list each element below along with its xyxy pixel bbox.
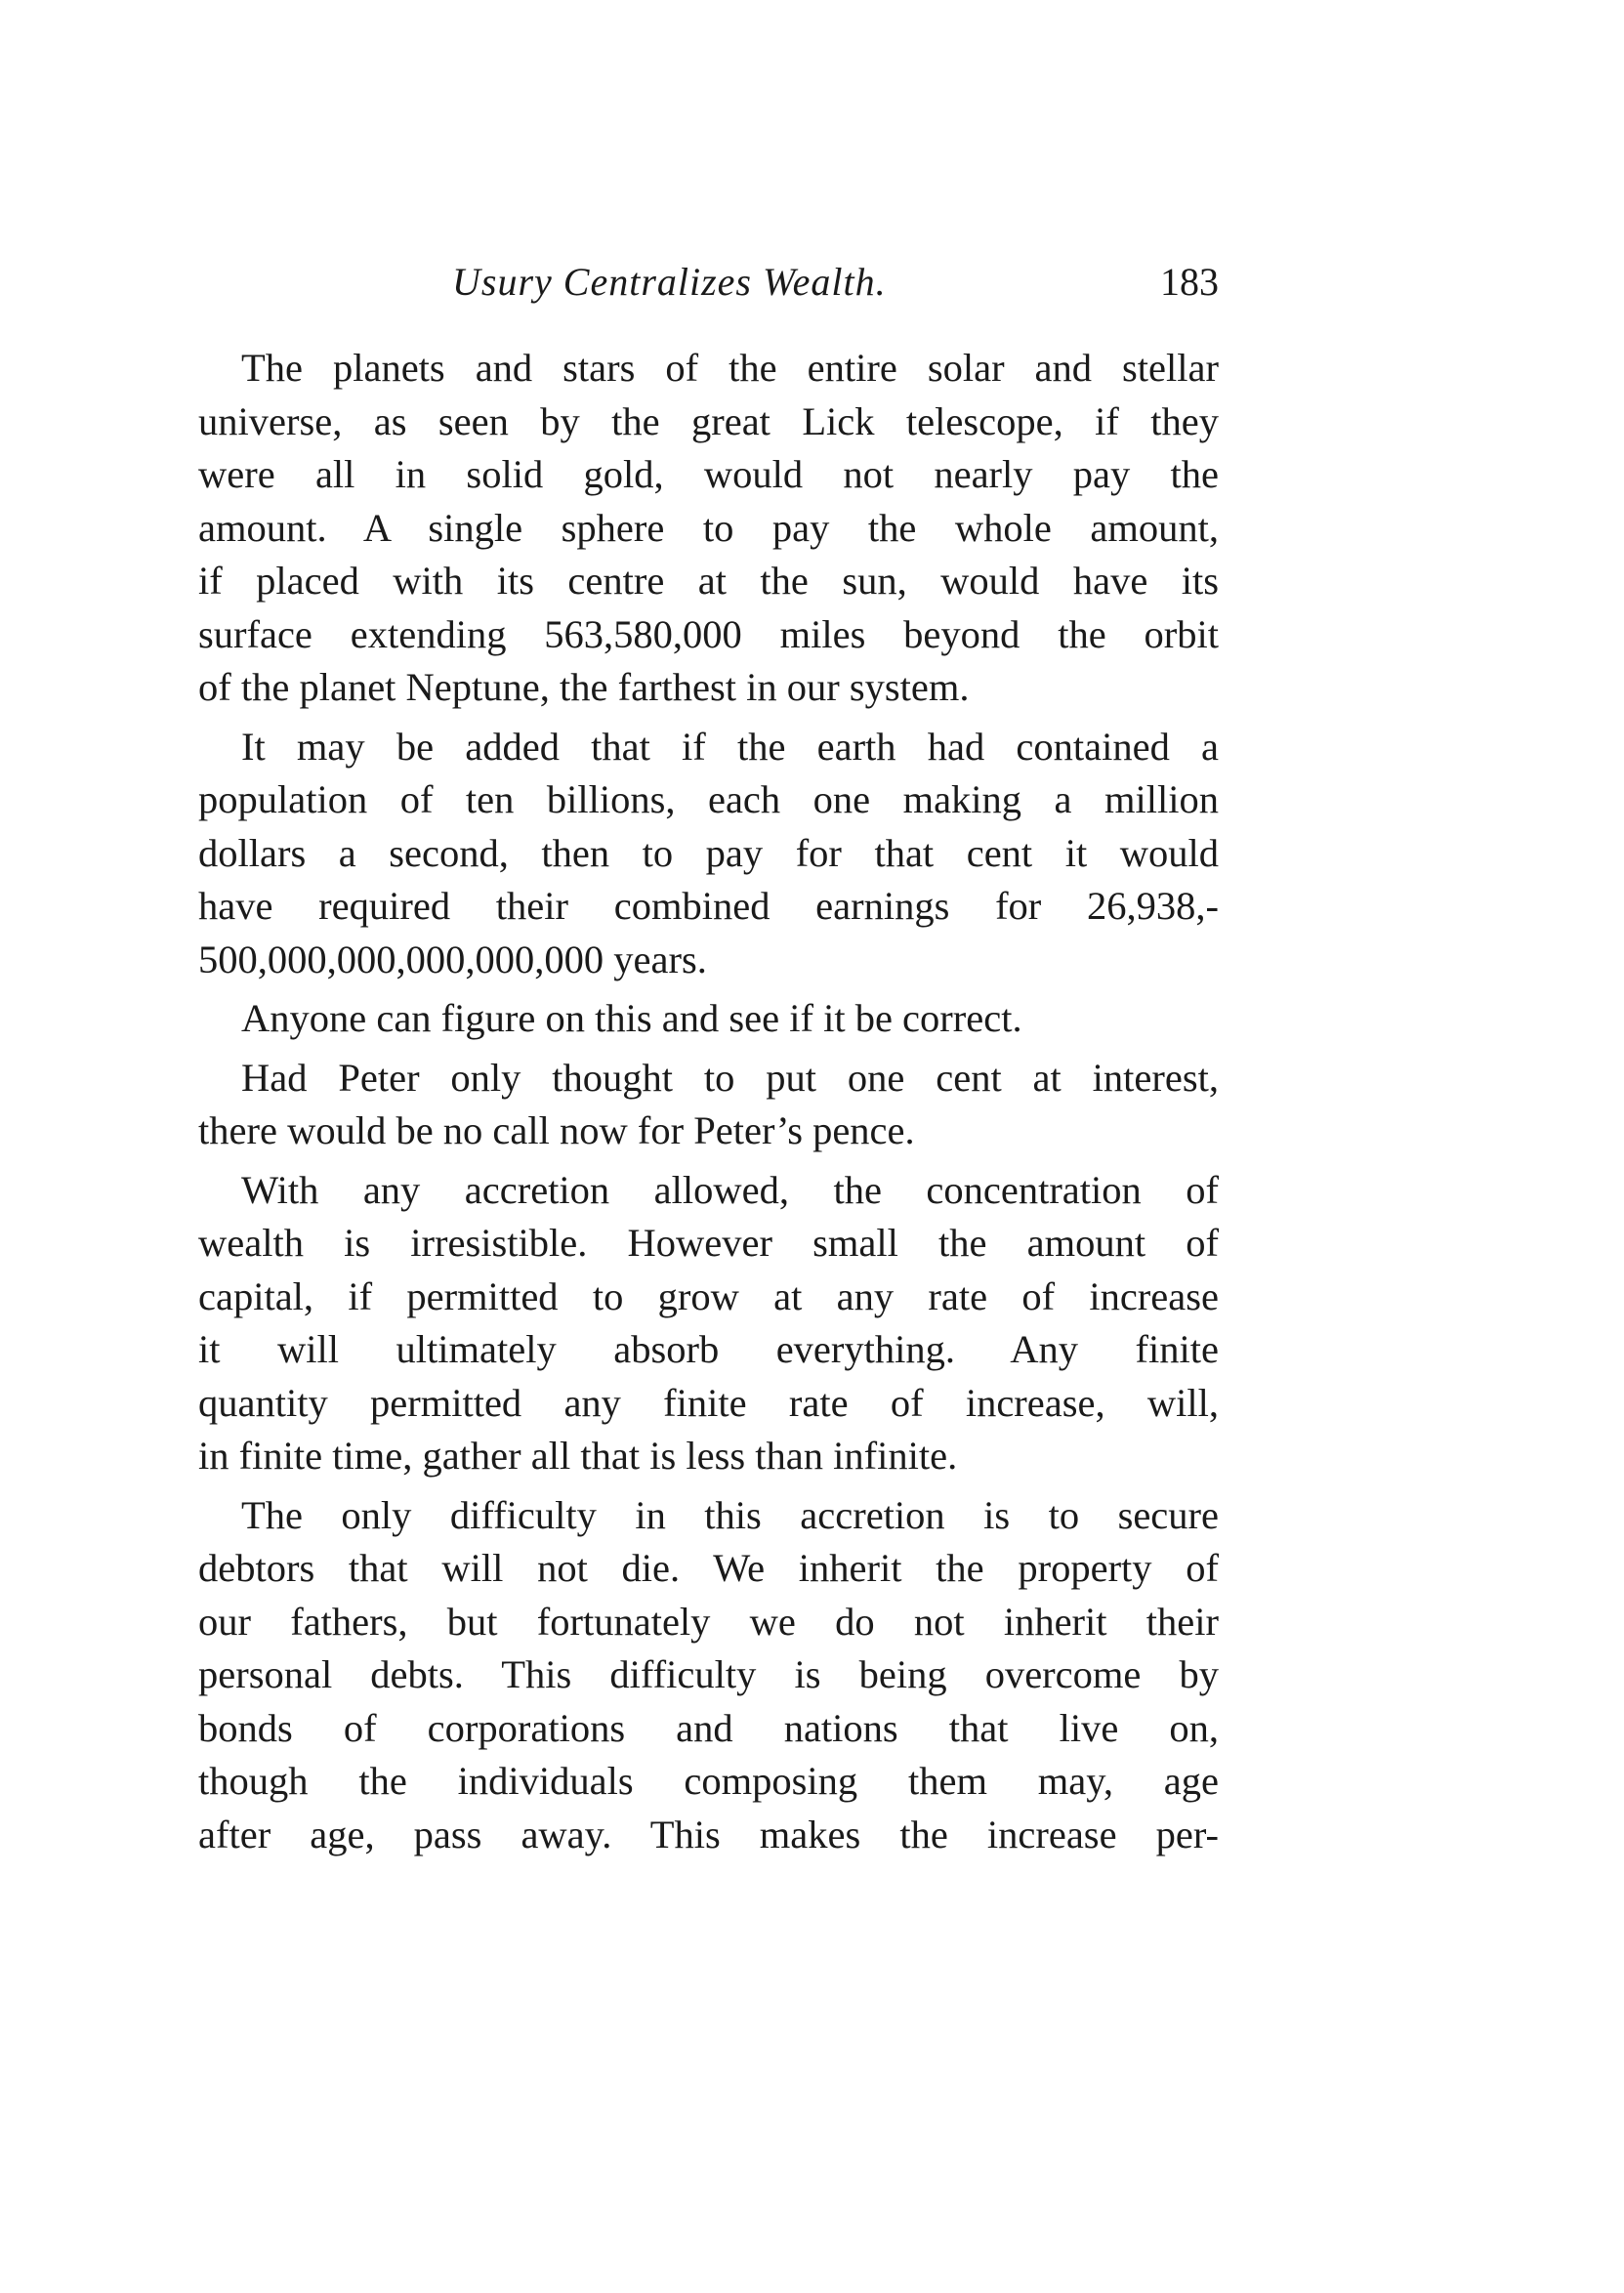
paragraph-6	[198, 1489, 1219, 1862]
text-line: debtors that will not die. We inherit the property of	[198, 1546, 1219, 1590]
text-line: our fathers, but fortunately we do not inherit their	[198, 1599, 1219, 1644]
text-line: it will ultimately absorb everything. Any finite	[198, 1327, 1219, 1371]
text-line: Had Peter only thought to put one cent at interest,	[241, 1055, 1219, 1100]
text-line: surface extending 563,580,000 miles beyond the orbit	[198, 611, 1219, 656]
text-line: With any accretion allowed, the concentration of	[241, 1167, 1219, 1212]
text-line: 500,000,000,000,000,000 years.	[198, 937, 707, 981]
text-line: though the individuals composing them may, age	[198, 1759, 1219, 1803]
text-line: capital, if permitted to grow at any rate of increase	[198, 1273, 1219, 1318]
text-line: dollars a second, then to pay for that cent it would	[198, 830, 1219, 875]
paragraph-2	[198, 721, 1219, 987]
text-line: bonds of corporations and nations that live on,	[198, 1705, 1219, 1750]
text-line: The only difficulty in this accretion is to secure	[241, 1492, 1219, 1537]
page-number: 183	[1160, 260, 1219, 304]
text-line: were all in solid gold, would not nearly pay the	[198, 452, 1219, 496]
text-line: quantity permitted any finite rate of increase, will,	[198, 1380, 1219, 1425]
text-line: have required their combined earnings for 26,938,-	[198, 884, 1219, 928]
paragraph-4	[198, 1052, 1219, 1158]
text-line: The planets and stars of the entire solar and stellar	[241, 346, 1219, 390]
text-line: in finite time, gather all that is less than infinite.	[198, 1434, 958, 1478]
text-line: population of ten billions, each one making a million	[198, 777, 1219, 821]
paragraph-3	[198, 992, 1219, 1046]
paragraph-5	[198, 1164, 1219, 1483]
text-line: It may be added that if the earth had contained a	[241, 724, 1219, 769]
running-head	[198, 259, 1219, 317]
text-line: universe, as seen by the great Lick telescope, if they	[198, 398, 1219, 443]
body-text	[198, 342, 1219, 1867]
running-title: Usury Centralizes Wealth.	[452, 260, 887, 304]
paragraph-1	[198, 342, 1219, 715]
text-line: personal debts. This difficulty is being overcome by	[198, 1652, 1219, 1696]
text-line: if placed with its centre at the sun, would have its	[198, 559, 1219, 603]
text-line: of the planet Neptune, the farthest in our system.	[198, 665, 970, 709]
text-line: amount. A single sphere to pay the whole amount,	[198, 505, 1219, 550]
text-line: after age, pass away. This makes the increase per-	[198, 1812, 1219, 1856]
text-line: Anyone can figure on this and see if it be correct.	[241, 996, 1022, 1040]
text-line: wealth is irresistible. However small the amount of	[198, 1221, 1219, 1265]
text-line: there would be no call now for Peter’s pence.	[198, 1108, 915, 1152]
